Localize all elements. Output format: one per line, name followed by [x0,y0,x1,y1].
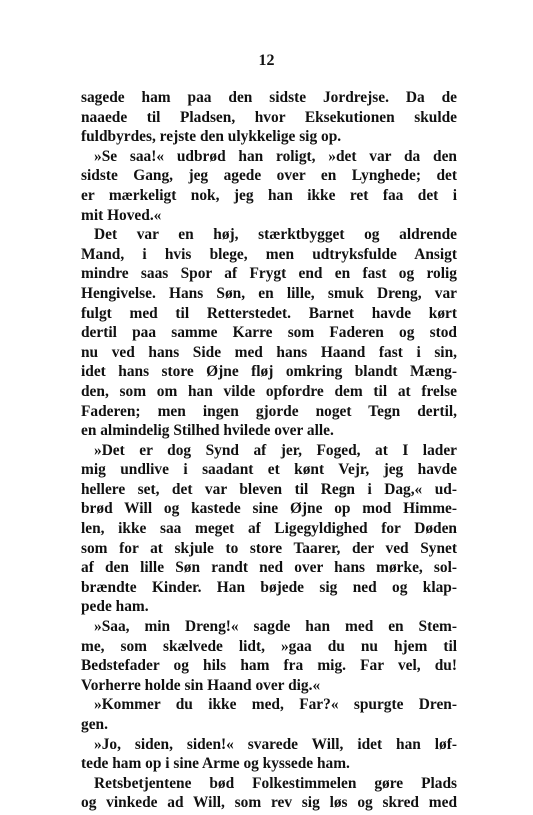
text-line: Hengivelse. Hans Søn, en lille, smuk Dreng, var [81,284,457,302]
text-line: en almindelig Stilhed hvilede over alle. [81,422,334,440]
text-line: idet hans store Øjne fløj omkring blandt Mæng- [81,363,457,381]
text-line: brændte Kinder. Han bøjede sig ned og klap- [81,578,457,596]
text-line: Bedstefader og hils ham fra mig. Far vel, du! [81,657,457,675]
text-line: mig undlive i saadant et kønt Vejr, jeg havde [81,461,457,479]
text-line: naaede til Pladsen, hvor Eksekutionen skulde [81,108,457,126]
text-line: fuldbyrdes, rejste den ulykkelige sig op. [81,128,342,146]
text-line: hellere set, det var bleven til Regn i Dag,« ud- [81,480,457,498]
text-line: Mand, i hvis blege, men udtryksfulde Ansigt [81,245,457,263]
text-line: »Jo, siden, siden!« svarede Will, idet han løf- [94,735,457,753]
text-line: »Saa, min Dreng!« sagde han med en Stem- [94,618,457,636]
text-line: Vorherre holde sin Haand over dig.« [81,676,321,694]
text-line: gen. [81,716,108,733]
text-line: »Det er dog Synd af jer, Foged, at I lader [94,441,457,459]
text-line: sidste Gang, jeg agede over en Lynghede; det [81,167,457,185]
text-line: »Se saa!« udbrød han roligt, »det var da den [94,147,457,165]
text-line: Det var en høj, stærktbygget og aldrende [94,226,457,244]
text-line: mindre saas Spor af Frygt end en fast og rolig [81,265,457,283]
text-line: len, ikke saa meget af Ligegyldighed for Døden [81,520,457,538]
text-line: og vinkede ad Will, som rev sig løs og skred med [81,794,457,812]
text-line: Retsbetjentene bød Folkestimmelen gøre Plads [94,774,457,792]
text-line: mit Hoved.« [81,206,162,224]
text-line: me, som skælvede lidt, »gaa du nu hjem til [81,637,457,655]
text-line: som for at skjule to store Taarer, der ved Synet [81,539,457,557]
text-line: pede ham. [81,598,149,616]
text-line: nu ved hans Side med hans Haand fast i sin, [81,343,457,361]
body-text [81,88,457,813]
text-line: den, som om han vilde opfordre dem til at frelse [81,382,457,400]
text-line: dertil paa samme Karre som Faderen og stod [81,324,457,342]
text-line: er mærkeligt nok, jeg han ikke ret faa det i [81,186,457,204]
text-line: »Kommer du ikke med, Far?« spurgte Dren- [94,696,457,714]
text-line: tede ham op i sine Arme og kyssede ham. [81,755,350,773]
text-line: af den lille Søn randt ned over hans mørke, sol- [81,559,457,577]
text-line: Faderen; men ingen gjorde noget Tegn dertil, [81,402,457,420]
text-line: sagede ham paa den sidste Jordrejse. Da de [81,89,457,106]
text-line: brød Will og kastede sine Øjne op mod Himme- [81,500,457,518]
page-number: 12 [258,52,275,69]
text-line: fulgt med til Retterstedet. Barnet havde kørt [81,304,457,322]
